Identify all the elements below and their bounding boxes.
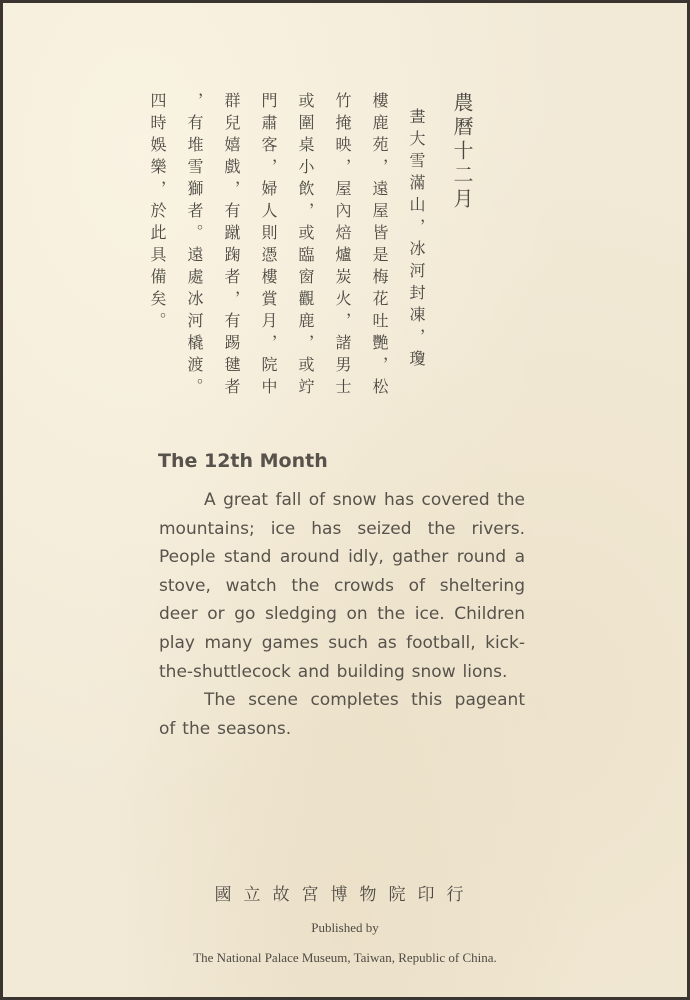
english-paragraph: The scene completes this pageant of the seasons. (159, 690, 525, 739)
chinese-text-line: 群兒嬉戲，有蹴踘者，有踢毽者 (222, 92, 241, 400)
chinese-text-line: 或圍桌小飲，或臨窗觀鹿，或竚 (296, 92, 315, 400)
chinese-text-line: 四時娛樂，於此具備矣。 (148, 92, 167, 334)
chinese-text-line: 門肅客，婦人則憑樓賞月，院中 (259, 92, 278, 400)
chinese-description (148, 92, 480, 400)
english-paragraph: A great fall of snow has covered the mountains; ice has seized the rivers. People stand around idly, gather round a stove, watch the crowds of sheltering deer or go sledging on the ice. Children play many games such as football, kick-the-shuttlecock and building snow lions. (159, 490, 525, 682)
english-body (159, 486, 525, 743)
chinese-text-line: 樓鹿苑，遠屋皆是梅花吐艷，松 (370, 92, 389, 400)
published-by-label: Published by (311, 920, 379, 935)
english-heading: The 12th Month (158, 450, 328, 472)
chinese-text-line: ，有堆雪獅者。遠處冰河橇渡。 (185, 92, 204, 400)
chinese-text-line: 竹掩映，屋內焙爐炭火，諸男士 (333, 92, 352, 400)
chinese-month-title: 農曆十二月 (450, 92, 474, 212)
publisher-chinese-name: 國立故宮博物院印行 (214, 885, 476, 905)
chinese-text-line: 晝大雪滿山，冰河封凍，瓊 (407, 108, 426, 372)
publisher-english-name: The National Palace Museum, Taiwan, Republic of China. (193, 950, 497, 965)
